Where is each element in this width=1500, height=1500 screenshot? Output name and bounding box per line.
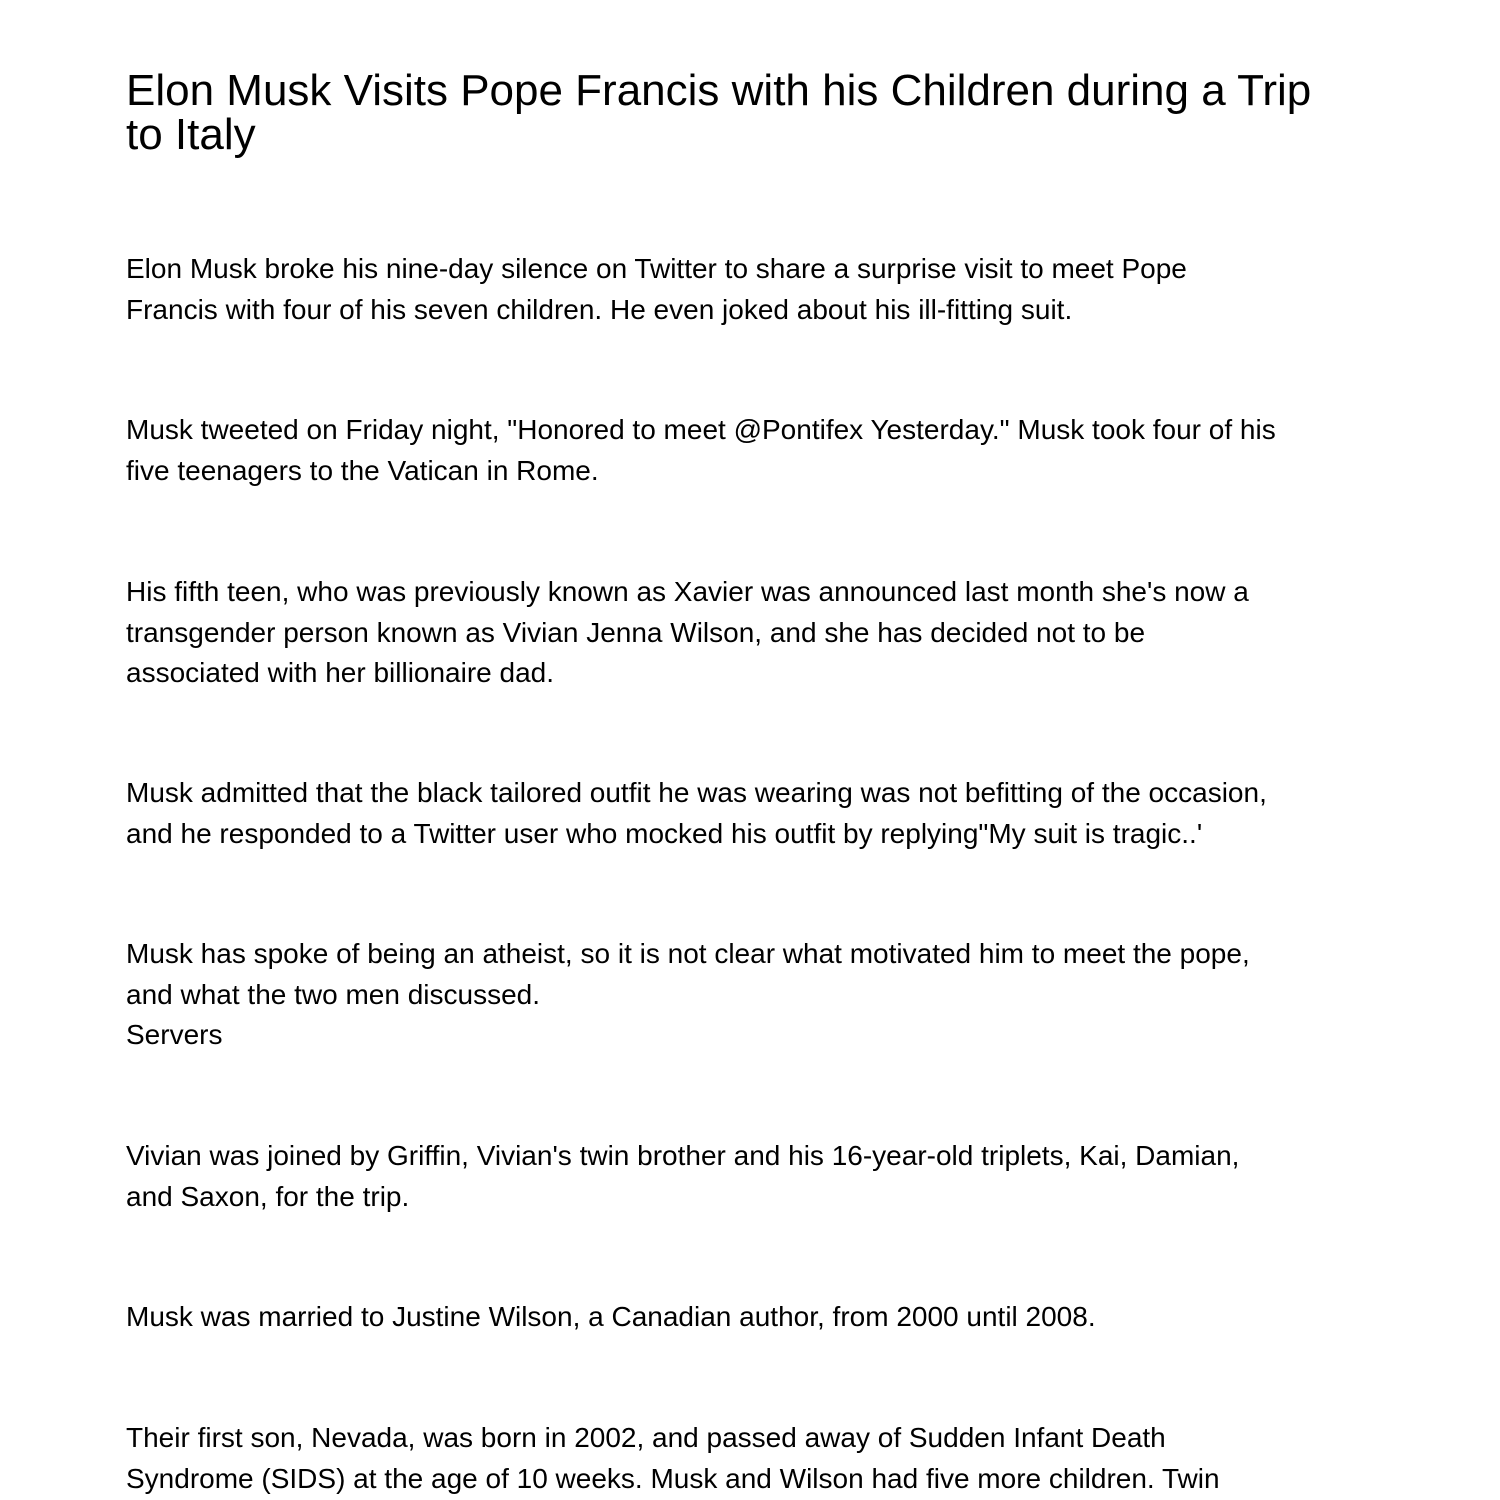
paragraph-2: Musk tweeted on Friday night, "Honored to meet @Pontifex Yesterday." Musk took four of his five teenagers to the Vatican in Rome. (126, 414, 1276, 486)
paragraph-6: Vivian was joined by Griffin, Vivian's twin brother and his 16-year-old triplets, Kai, Damian, and Saxon, for the trip. (126, 1140, 1240, 1212)
paragraph-8: Their first son, Nevada, was born in 2002, and passed away of Sudden Infant Death Syndrome (SIDS) at the age of 10 weeks. Musk and Wilson had five more children. Twin (126, 1422, 1220, 1494)
article-title: Elon Musk Visits Pope Francis with his Children during a Trip to Italy (126, 66, 1312, 159)
paragraph-7: Musk was married to Justine Wilson, a Canadian author, from 2000 until 2008. (126, 1301, 1096, 1332)
paragraph-4: Musk admitted that the black tailored outfit he was wearing was not befitting of the occasion, and he responded to a Twitter user who mocked his outfit by replying"My suit is tragic..' (126, 777, 1267, 849)
paragraph-3: His fifth teen, who was previously known as Xavier was announced last month she's now a transgender person known as Vivian Jenna Wilson, and she has decided not to be associated with her billionaire dad. (126, 576, 1249, 688)
document-page (126, 0, 1386, 1500)
paragraph-5: Musk has spoke of being an atheist, so it is not clear what motivated him to meet the pope, and what the two men discussed. Servers (126, 938, 1250, 1050)
paragraph-1: Elon Musk broke his nine-day silence on Twitter to share a surprise visit to meet Pope Francis with four of his seven children. He even joked about his ill-fitting suit. (126, 253, 1187, 325)
